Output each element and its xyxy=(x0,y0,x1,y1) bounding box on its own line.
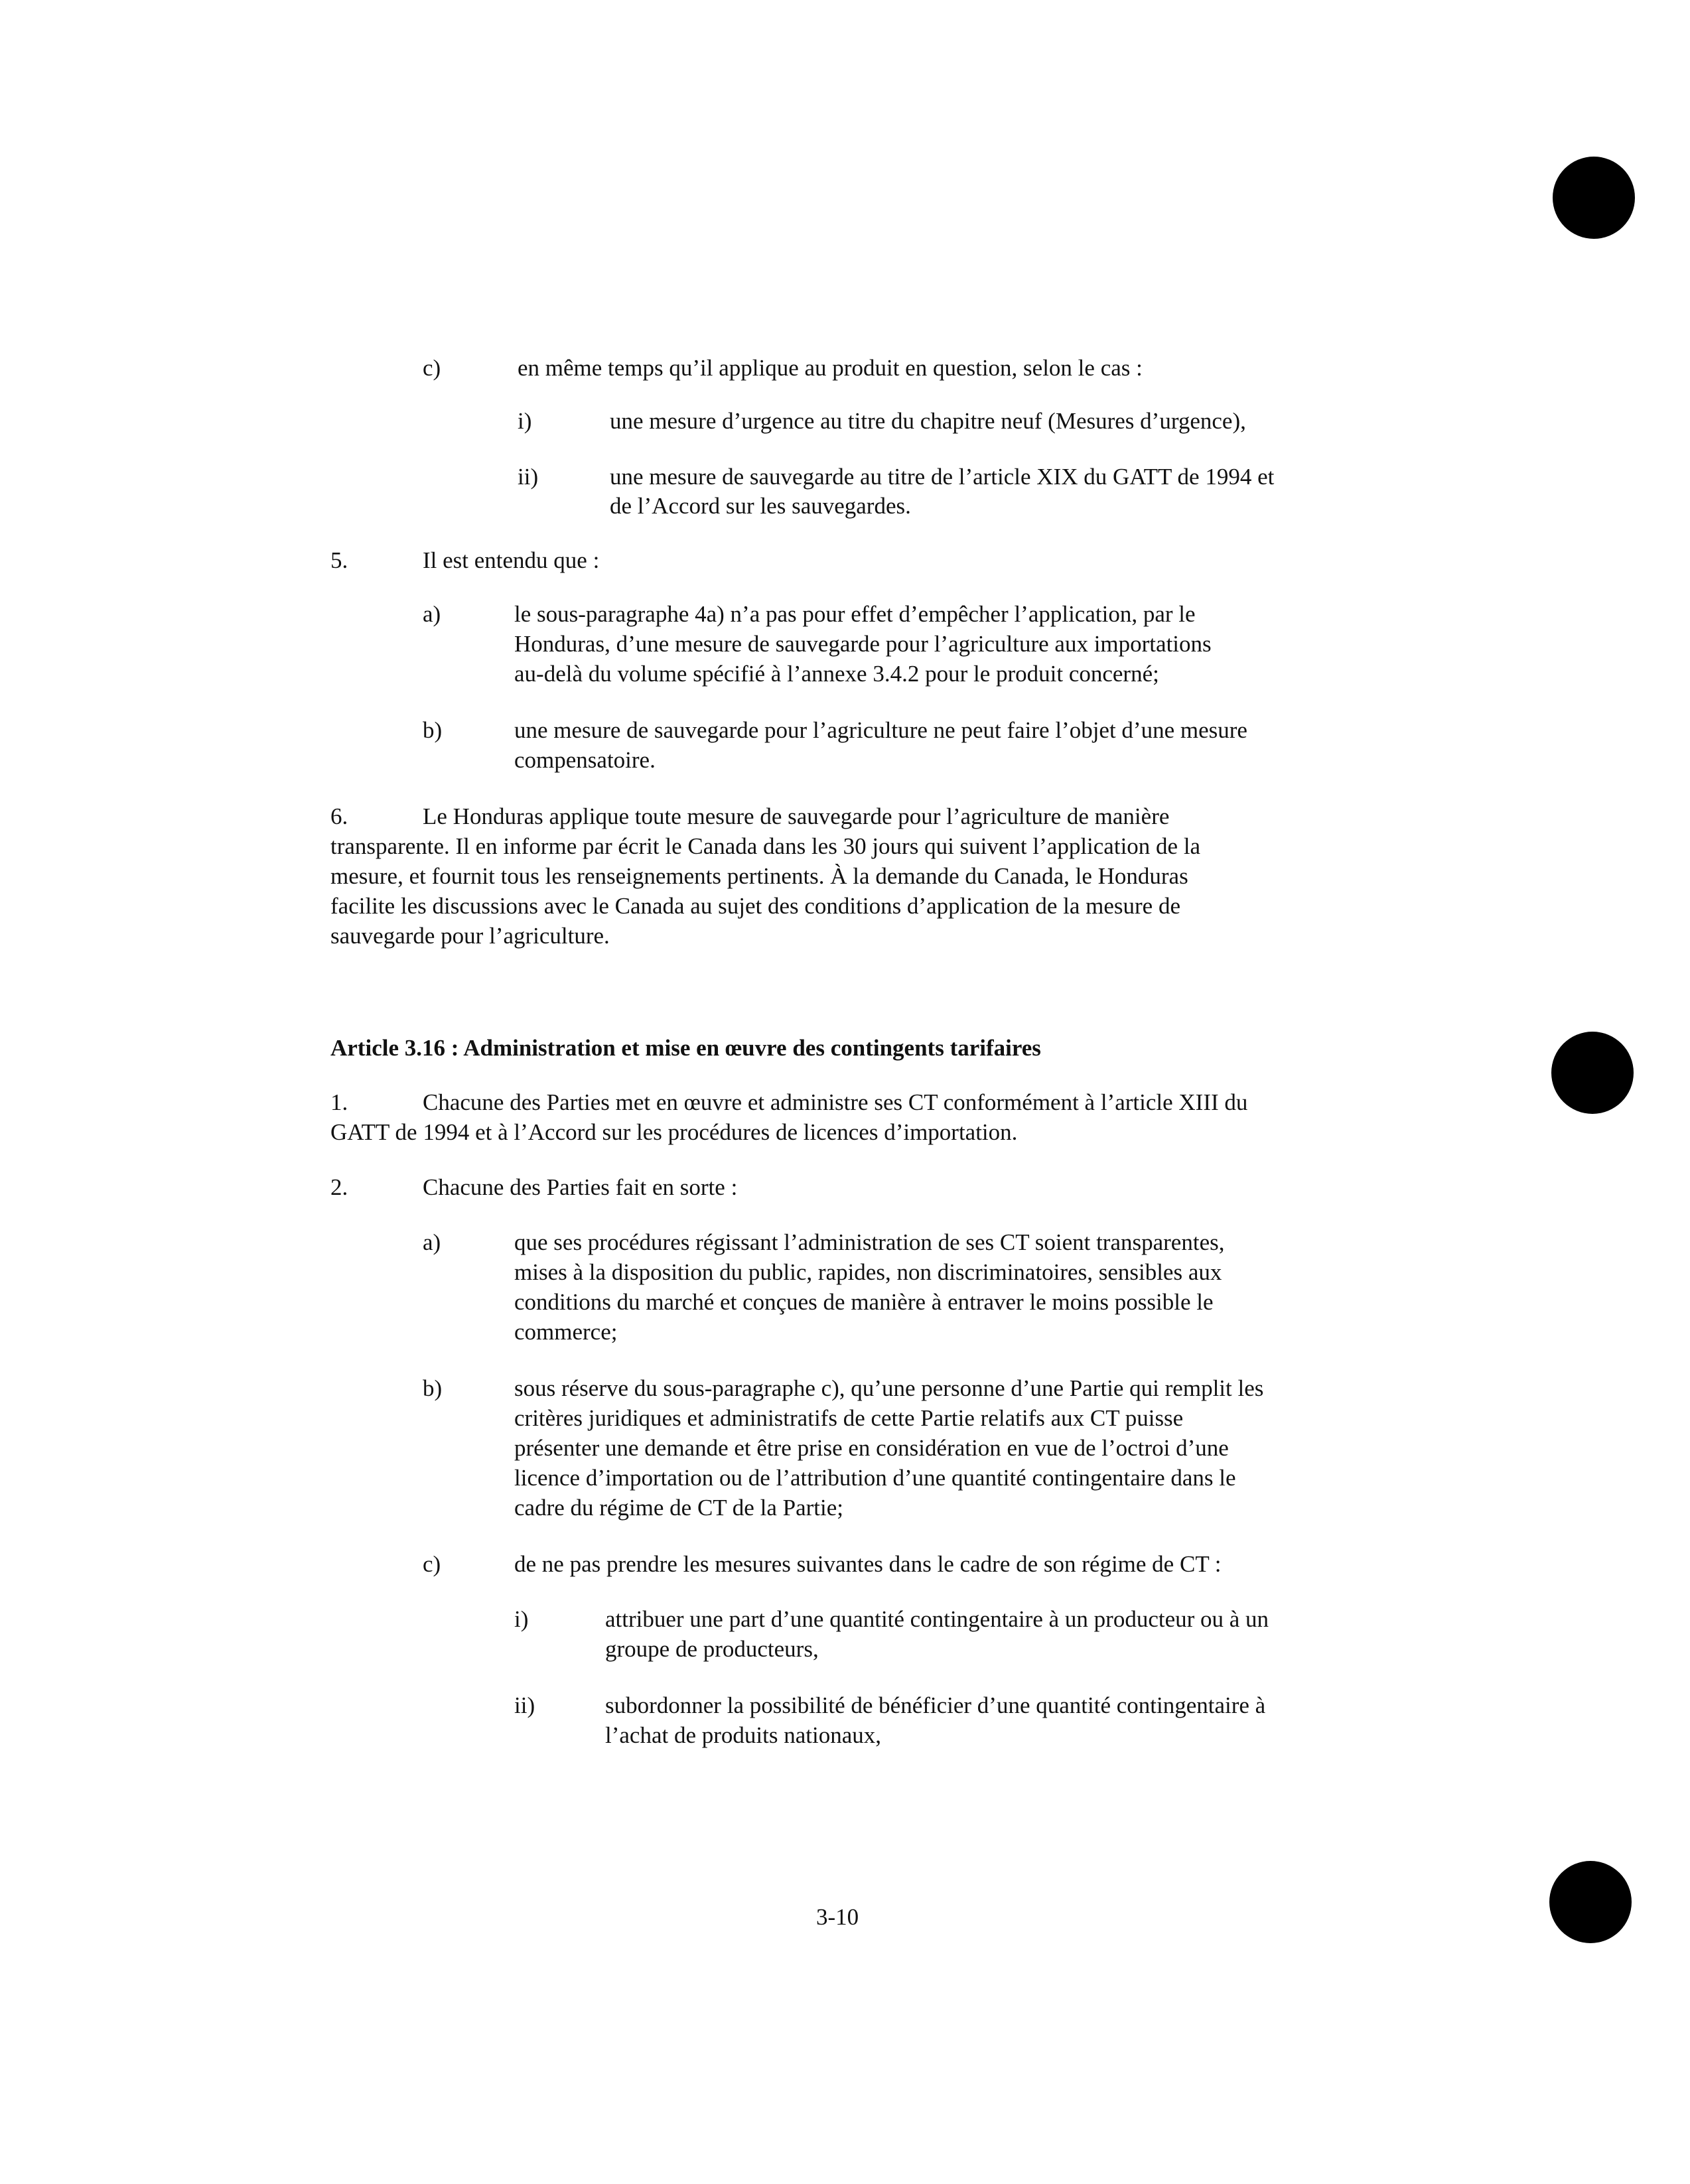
binder-hole-middle xyxy=(1551,1032,1634,1114)
paragraph-6-line1: Le Honduras applique toute mesure de sauvegarde pour l’agriculture de manière xyxy=(423,803,1170,829)
paragraph-6-line2: transparente. Il en informe par écrit le Canada dans les 30 jours qui suivent l’application de la xyxy=(330,833,1201,859)
subitem-text-ii-line2: de l’Accord sur les sauvegardes. xyxy=(610,493,911,519)
article-paragraph-2-text: Chacune des Parties fait en sorte : xyxy=(423,1174,738,1200)
para2-subitem-i-line1: attribuer une part d’une quantité contingentaire à un producteur ou à un xyxy=(605,1606,1269,1632)
para2-item-b-line5: cadre du régime de CT de la Partie; xyxy=(514,1495,843,1521)
subitem-text-ii-line1: une mesure de sauvegarde au titre de l’article XIX du GATT de 1994 et xyxy=(610,464,1275,490)
para5-item-a-line2: Honduras, d’une mesure de sauvegarde pour l’agriculture aux importations xyxy=(514,631,1212,657)
para2-item-label-c: c) xyxy=(423,1551,441,1577)
paragraph-5-text: Il est entendu que : xyxy=(423,547,600,573)
subitem-label-i: i) xyxy=(518,408,532,434)
subitem-text-i: une mesure d’urgence au titre du chapitre neuf (Mesures d’urgence), xyxy=(610,408,1246,434)
para2-item-a-line4: commerce; xyxy=(514,1319,618,1345)
para5-item-label-b: b) xyxy=(423,717,443,743)
page-number: 3-10 xyxy=(816,1904,859,1930)
para2-item-c-line1: de ne pas prendre les mesures suivantes dans le cadre de son régime de CT : xyxy=(514,1551,1222,1577)
para2-item-a-line2: mises à la disposition du public, rapides, non discriminatoires, sensibles aux xyxy=(514,1259,1222,1285)
para2-subitem-ii-line2: l’achat de produits nationaux, xyxy=(605,1722,881,1748)
article-heading: Article 3.16 : Administration et mise en œuvre des contingents tarifaires xyxy=(330,1035,1041,1061)
para2-item-b-line3: présenter une demande et être prise en considération en vue de l’octroi d’une xyxy=(514,1435,1229,1461)
binder-hole-top xyxy=(1553,157,1635,239)
item-text-c: en même temps qu’il applique au produit en question, selon le cas : xyxy=(518,355,1143,381)
para2-item-a-line3: conditions du marché et conçues de manière à entraver le moins possible le xyxy=(514,1289,1214,1315)
para5-item-b-line1: une mesure de sauvegarde pour l’agriculture ne peut faire l’objet d’une mesure xyxy=(514,717,1247,743)
para2-item-a-line1: que ses procédures régissant l’administration de ses CT soient transparentes, xyxy=(514,1229,1225,1255)
para2-item-b-line4: licence d’importation ou de l’attribution d’une quantité contingentaire dans le xyxy=(514,1465,1236,1491)
subitem-label-ii: ii) xyxy=(518,464,539,490)
item-label-c: c) xyxy=(423,355,441,381)
para5-item-label-a: a) xyxy=(423,601,441,627)
para2-subitem-i-line2: groupe de producteurs, xyxy=(605,1636,819,1662)
para5-item-b-line2: compensatoire. xyxy=(514,747,656,773)
para2-item-b-line1: sous réserve du sous-paragraphe c), qu’une personne d’une Partie qui remplit les xyxy=(514,1375,1264,1401)
paragraph-6-line5: sauvegarde pour l’agriculture. xyxy=(330,923,610,949)
paragraph-number-5: 5. xyxy=(330,547,348,573)
para2-subitem-label-ii: ii) xyxy=(514,1692,535,1718)
article-paragraph-1-line1: Chacune des Parties met en œuvre et administre ses CT conformément à l’article XIII du xyxy=(423,1089,1248,1115)
article-paragraph-1-line2: GATT de 1994 et à l’Accord sur les procédures de licences d’importation. xyxy=(330,1119,1018,1145)
para2-item-label-a: a) xyxy=(423,1229,441,1255)
paragraph-6-line3: mesure, et fournit tous les renseignements pertinents. À la demande du Canada, le Honduras xyxy=(330,863,1188,889)
paragraph-number-6: 6. xyxy=(330,803,348,829)
para5-item-a-line3: au-delà du volume spécifié à l’annexe 3.4.2 pour le produit concerné; xyxy=(514,661,1159,687)
para5-item-a-line1: le sous-paragraphe 4a) n’a pas pour effet d’empêcher l’application, par le xyxy=(514,601,1196,627)
para2-item-label-b: b) xyxy=(423,1375,443,1401)
paragraph-6-line4: facilite les discussions avec le Canada au sujet des conditions d’application de la mesure de xyxy=(330,893,1180,919)
para2-subitem-ii-line1: subordonner la possibilité de bénéficier d’une quantité contingentaire à xyxy=(605,1692,1266,1718)
article-paragraph-number-1: 1. xyxy=(330,1089,348,1115)
para2-subitem-label-i: i) xyxy=(514,1606,529,1632)
article-paragraph-number-2: 2. xyxy=(330,1174,348,1200)
binder-hole-bottom xyxy=(1549,1861,1632,1943)
para2-item-b-line2: critères juridiques et administratifs de cette Partie relatifs aux CT puisse xyxy=(514,1405,1184,1431)
